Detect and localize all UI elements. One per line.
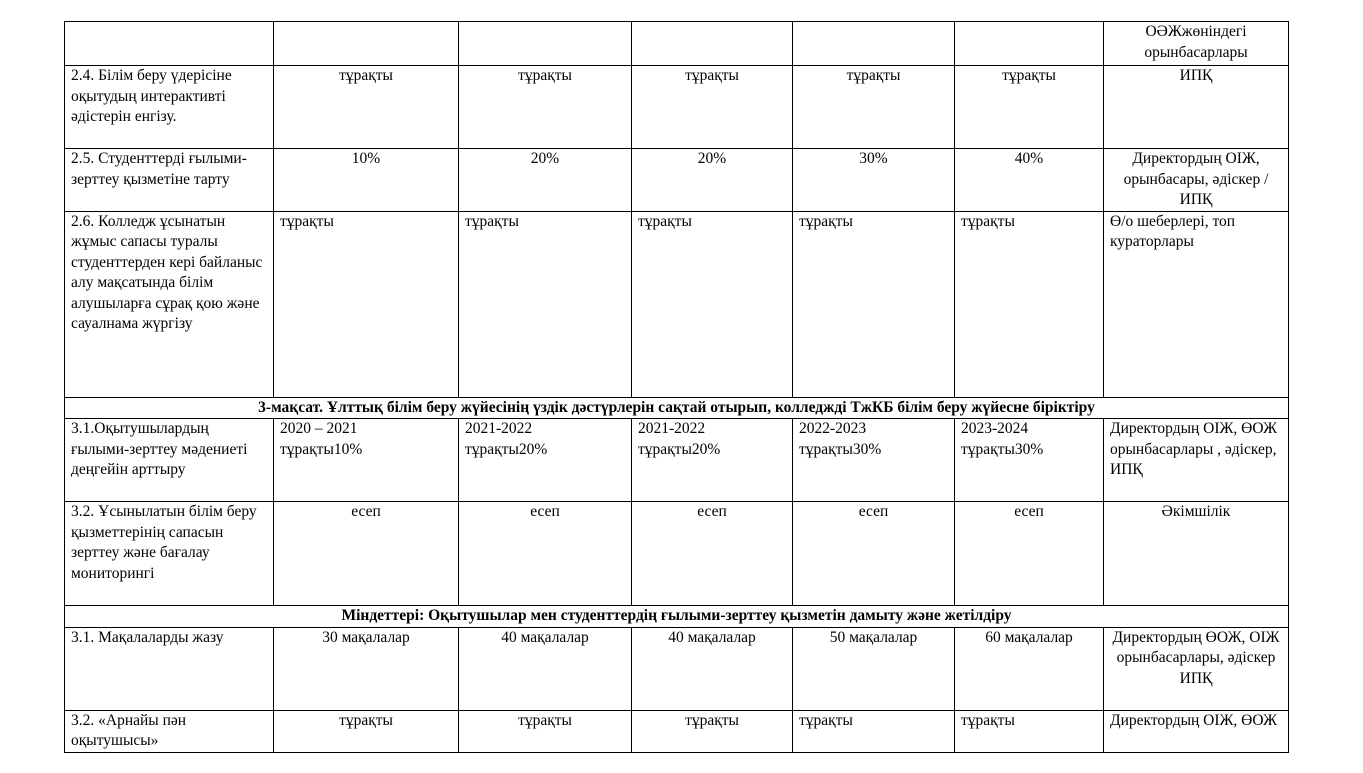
table-row <box>65 627 1289 710</box>
table-cell: тұрақты <box>459 710 632 752</box>
responsible-cell: Директордың ӨОЖ, ОІЖ орынбасарлары, әдіскер ИПҚ <box>1104 627 1289 710</box>
target-value: тұрақты20% <box>465 440 548 458</box>
table-cell <box>793 22 955 66</box>
year-label: 2023-2024 <box>961 420 1029 437</box>
year-label: 2022-2023 <box>799 420 867 437</box>
table-cell: есеп <box>459 502 632 606</box>
target-value: тұрақты20% <box>638 440 721 458</box>
table-cell: тұрақты <box>955 710 1104 752</box>
table-cell: тұрақты <box>793 66 955 149</box>
table-cell <box>632 419 793 502</box>
table-cell: тұрақты <box>274 66 459 149</box>
table-row <box>65 397 1289 419</box>
table-row <box>65 606 1289 628</box>
table-cell: 40% <box>955 149 1104 212</box>
target-value: тұрақты30% <box>961 440 1044 458</box>
responsible-cell: Ө/о шеберлері, топ кураторлары <box>1104 211 1289 397</box>
table-cell: 50 мақалалар <box>793 627 955 710</box>
table-cell: тұрақты <box>955 66 1104 149</box>
table-cell: есеп <box>793 502 955 606</box>
target-value: тұрақты30% <box>799 440 882 458</box>
table-row <box>65 419 1289 502</box>
task-cell: 2.4. Білім беру үдерісіне оқытудың интерактивті әдістерін енгізу. <box>65 66 274 149</box>
table-cell: тұрақты <box>632 66 793 149</box>
table-cell: ОӘЖжөніндегі орынбасарлары <box>1104 22 1289 66</box>
table-row <box>65 66 1289 149</box>
table-cell: тұрақты <box>793 710 955 752</box>
table-cell: тұрақты <box>459 66 632 149</box>
table-cell: тұрақты <box>793 211 955 397</box>
responsible-cell: Әкімшілік <box>1104 502 1289 606</box>
target-value: тұрақты10% <box>280 440 363 458</box>
responsible-cell: Директордың ОІЖ, ӨОЖ орынбасарлары , әдіскер, ИПҚ <box>1104 419 1289 502</box>
table-cell: тұрақты <box>459 211 632 397</box>
plan-table <box>64 21 1289 753</box>
table-cell: тұрақты <box>955 211 1104 397</box>
table-row <box>65 22 1289 66</box>
table-cell: тұрақты <box>274 710 459 752</box>
table-cell: 10% <box>274 149 459 212</box>
table-row <box>65 710 1289 752</box>
table-cell: 20% <box>632 149 793 212</box>
table-row <box>65 211 1289 397</box>
table-cell <box>459 22 632 66</box>
table-cell: 60 мақалалар <box>955 627 1104 710</box>
responsible-cell: Директордың ОІЖ, ӨОЖ <box>1104 710 1289 752</box>
table-cell <box>274 22 459 66</box>
task-cell: 3.1. Мақалаларды жазу <box>65 627 274 710</box>
goal-header: 3-мақсат. Ұлттық білім беру жүйесінің үздік дәстүрлерін сақтай отырып, колледжді ТжКБ білім беру жүйесне біріктіру <box>65 397 1289 419</box>
responsible-cell: ИПҚ <box>1104 66 1289 149</box>
table-cell <box>459 419 632 502</box>
table-cell: есеп <box>274 502 459 606</box>
table-cell: 30 мақалалар <box>274 627 459 710</box>
task-cell: 2.6. Колледж ұсынатын жұмыс сапасы туралы студенттерден кері байланыс алу мақсатында білім алушыларға сұрақ қою және сауалнама жүргізу <box>65 211 274 397</box>
table-cell: тұрақты <box>632 710 793 752</box>
task-cell: 2.5. Студенттерді ғылыми-зерттеу қызметіне тарту <box>65 149 274 212</box>
table-cell: 20% <box>459 149 632 212</box>
table-cell: тұрақты <box>274 211 459 397</box>
tasks-header: Міндеттері: Оқытушылар мен студенттердің ғылыми-зерттеу қызметін дамыту және жетілдіру <box>65 606 1289 628</box>
table-cell: 30% <box>793 149 955 212</box>
table-cell <box>955 419 1104 502</box>
task-cell: 3.2. «Арнайы пән оқытушысы» <box>65 710 274 752</box>
table-cell <box>955 22 1104 66</box>
table-cell <box>65 22 274 66</box>
table-cell: есеп <box>632 502 793 606</box>
table-cell: тұрақты <box>632 211 793 397</box>
task-cell: 3.2. Ұсынылатын білім беру қызметтерінің сапасын зерттеу және бағалау мониторингі <box>65 502 274 606</box>
table-row <box>65 149 1289 212</box>
responsible-cell: Директордың ОІЖ, орынбасары, әдіскер / ИПҚ <box>1104 149 1289 212</box>
table-cell: есеп <box>955 502 1104 606</box>
table-cell: 40 мақалалар <box>459 627 632 710</box>
year-label: 2021-2022 <box>465 420 533 437</box>
table-cell <box>793 419 955 502</box>
table-row <box>65 502 1289 606</box>
table-cell: 40 мақалалар <box>632 627 793 710</box>
year-label: 2020 – 2021 <box>280 420 358 437</box>
table-cell <box>274 419 459 502</box>
year-label: 2021-2022 <box>638 420 706 437</box>
task-cell: 3.1.Оқытушылардың ғылыми-зерттеу мәдениеті деңгейін арттыру <box>65 419 274 502</box>
table-cell <box>632 22 793 66</box>
